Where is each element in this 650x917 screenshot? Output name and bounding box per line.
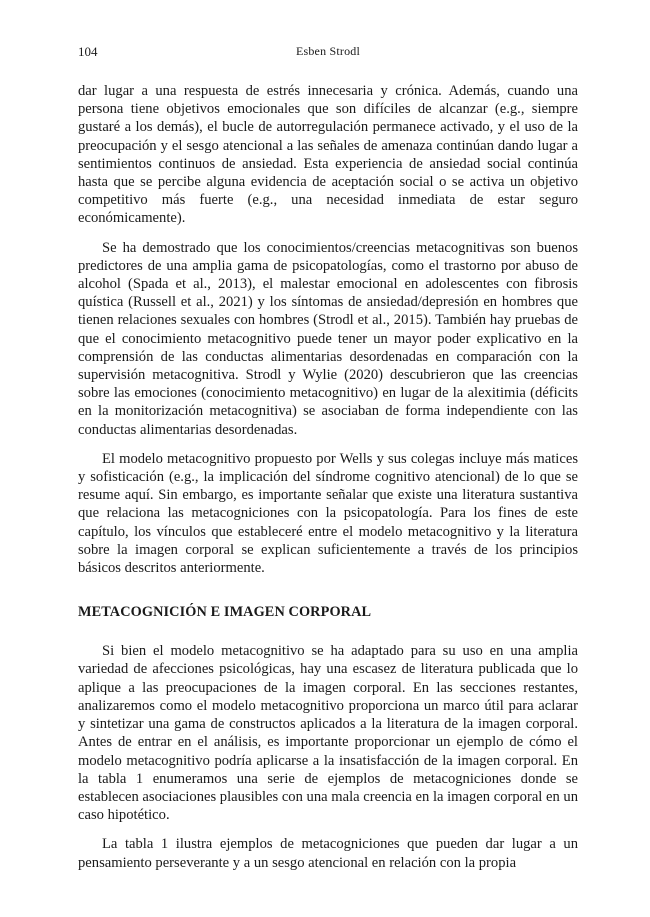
running-head-author: Esben Strodl: [295, 44, 361, 58]
paragraph-4: Si bien el modelo metacognitivo se ha adaptado para su uso en una amplia variedad de afecciones psicológicas, hay una escasez de literatura publicada que lo aplique a las preocupaciones de la imagen corporal. En las secciones restantes, analizaremos como el modelo metacognitivo proporciona un marco útil para aclarar y sintetizar una gama de constructos aplicados a la literatura de la imagen corporal. Antes de entrar en el análisis, es importante proporcionar un ejemplo de cómo el modelo metacognitivo podría aplicarse a la insatisfacción de la imagen corporal. En la tabla 1 enumeramos una serie de ejemplos de metacogniciones donde se establecen asociaciones plausibles con una mala creencia en la imagen corporal en un caso hipotético.: [78, 643, 579, 824]
paragraph-2: Se ha demostrado que los conocimientos/creencias metacognitivas son buenos predictores de una amplia gama de psicopatologías, como el trastorno por abuso de alcohol (Spada et al., 2013), el malestar emocional en adolescentes con fibrosis quística (Russell et al., 2021) y los síntomas de ansiedad/depresión en hombres que tienen relaciones sexuales con hombres (Strodl et al., 2015). También hay pruebas de que el conocimiento metacognitivo puede tener un mayor poder explicativo en la comprensión de las conductas alimentarias desordenadas en comparación con la supervisión metacognitiva. Strodl y Wylie (2020) descubrieron que las creencias sobre las emociones (conocimiento metacognitivo) en lugar de la alexitimia (déficits en la monitorización metacognitiva) se asociaban de forma independiente con las conductas alimentarias desordenadas.: [78, 239, 578, 438]
running-head: [78, 44, 578, 62]
body-text: [78, 82, 578, 883]
paragraph-5: La tabla 1 ilustra ejemplos de metacogniciones que pueden dar lugar a un pensamiento perseverante y a un sesgo atencional en relación con la propia: [78, 836, 578, 871]
section-heading: METACOGNICIÓN E IMAGEN CORPORAL: [78, 604, 372, 621]
paragraph-1: dar lugar a una respuesta de estrés innecesaria y crónica. Además, cuando una persona tiene objetivos emocionales que son difíciles de alcanzar (e.g., siempre gustaré a los demás), el bucle de autorregulación permanece activado, y el uso de la preocupación y el sesgo atencional a las señales de amenaza continúan dando lugar a sentimientos continuos de ansiedad. Esta experiencia de ansiedad social continúa hasta que se percibe alguna evidencia de aceptación social o se activa un objetivo competitivo más fuerte (e.g., una necesidad inmediata de estar seguro económicamente).: [78, 83, 578, 227]
page-number: 104: [78, 44, 98, 59]
paragraph-3: El modelo metacognitivo propuesto por Wells y sus colegas incluye más matices y sofisticación (e.g., la implicación del síndrome cognitivo atencional) de lo que se resume aquí. Sin embargo, es importante señalar que existe una literatura sustantiva que relaciona las metacogniciones con la psicopatología. Para los fines de este capítulo, los vínculos que estableceré entre el modelo metacognitivo y la literatura sobre la imagen corporal se explican suficientemente a través de los principios básicos descritos anteriormente.: [78, 450, 578, 577]
